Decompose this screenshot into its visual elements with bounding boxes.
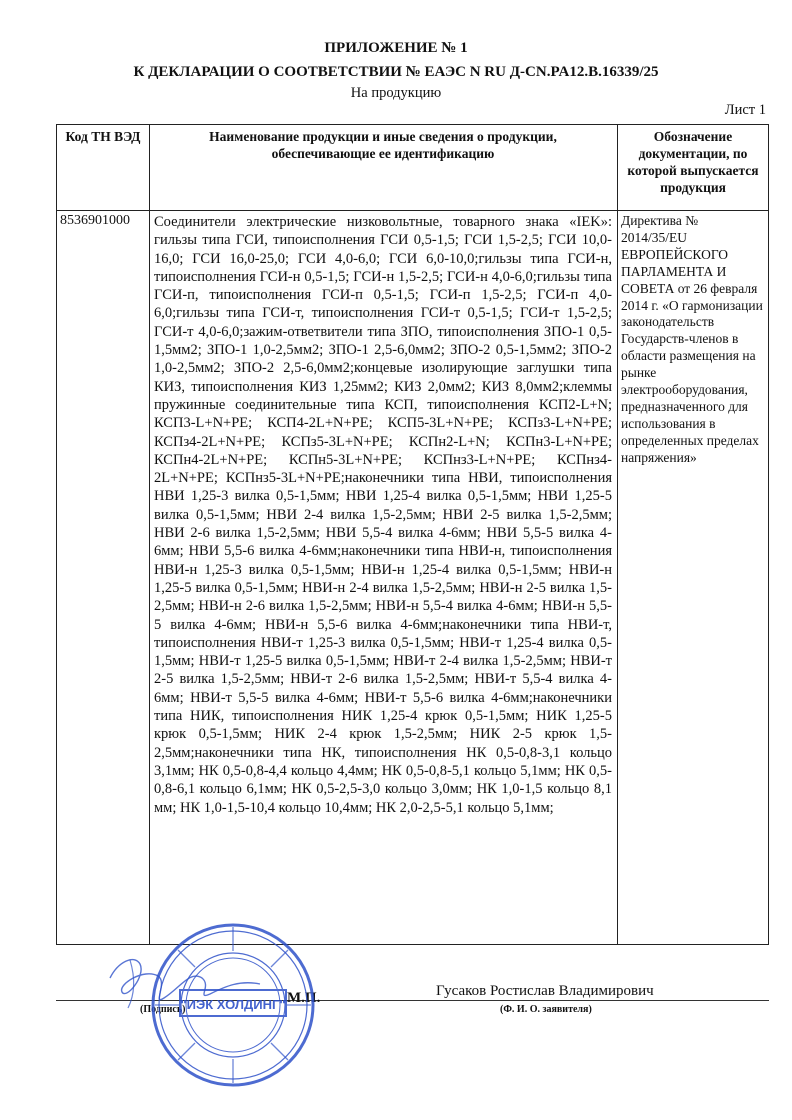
- handwritten-signature: [100, 940, 270, 1020]
- appendix-title: ПРИЛОЖЕНИЕ № 1: [324, 40, 468, 56]
- cell-product: Соединители электрические низковольтные, товарного знака «IEK»: гильзы типа ГСИ, типоисполнения ГСИ 0,5-1,5; ГСИ 1,5-2,5; ГСИ 10,0-16,0; ГСИ 16,0-25,0; ГСИ 4,0-6,0; ГСИ 6,0-10,0;гильзы типа ГСИ-н, типоисполнения ГСИ-н 0,5-1,5; ГСИ-н 1,5-2,5; ГСИ-н 4,0-6,0;гильзы типа ГСИ-п, типоисполнения ГСИ-п 0,5-1,5; ГСИ-п 1,5-2,5; ГСИ-п 4,0-6,0;гильзы типа ГСИ-т, типоисполнения ГСИ-т 0,5-1,5; ГСИ-т 1,5-2,5; ГСИ-т 4,0-6,0;зажим-ответвители типа ЗПО, типоисполнения ЗПО-1 0,5-1,5мм2; ЗПО-1 1,0-2,5мм2; ЗПО-1 2,5-6,0мм2; ЗПО-2 0,5-1,5мм2; ЗПО-2 1,0-2,5мм2; ЗПО-2 2,5-6,0мм2;концевые изолирующие заглушки типа КИЗ, типоисполнения КИЗ 1,25мм2; КИЗ 2,0мм2; КИЗ 8,0мм2;клеммы пружинные соединительные типа КСП, типоисполнения КСП2-L+N; КСП3-L+N+PE; КСП4-2L+N+PE; КСП5-3L+N+PE; КСПз3-L+N+PE; КСПз4-2L+N+PE; КСПз5-3L+N+PE; КСПн2-L+N; КСПн3-L+N+PE; КСПн4-2L+N+PE; КСПн5-3L+N+PE; КСПнз3-L+N+PE; КСПнз4-2L+N+PE; КСПнз5-3L+N+PE;наконечники типа НВИ, типоисполнения НВИ 1,25-3 вилка 0,5-1,5мм; НВИ 1,25-4 вилка 0,5-1,5мм; НВИ 1,25-5 вилка 0,5-1,5мм; НВИ 2-4 вилка 1,5-2,5мм; НВИ 2-5 вилка 1,5-2,5мм; НВИ 2-6 вилка 1,5-2,5мм; НВИ 5,5-4 вилка 4-6мм; НВИ 5,5-5 вилка 4-6мм; НВИ 5,5-6 вилка 4-6мм;наконечники типа НВИ-н, типоисполнения НВИ-н 1,25-3 вилка 0,5-1,5мм; НВИ-н 1,25-4 вилка 0,5-1,5мм; НВИ-н 1,25-5 вилка 0,5-1,5мм; НВИ-н 2-4 вилка 1,5-2,5мм; НВИ-н 2-5 вилка 1,5-2,5мм; НВИ-н 2-6 вилка 1,5-2,5мм; НВИ-н 5,5-4 вилка 4-6мм; НВИ-н 5,5-5 вилка 4-6мм; НВИ-н 5,5-6 вилка 4-6мм;наконечники типа НВИ-т, типоисполнения НВИ-т 1,25-3 вилка 0,5-1,5мм; НВИ-т 1,25-4 вилка 0,5-1,5мм; НВИ-т 1,25-5 вилка 0,5-1,5мм; НВИ-т 2-4 вилка 1,5-2,5мм; НВИ-т 2-5 вилка 1,5-2,5мм; НВИ-т 2-6 вилка 1,5-2,5мм; НВИ-т 5,5-4 вилка 4-6мм; НВИ-т 5,5-5 вилка 4-6мм; НВИ-т 5,5-6 вилка 4-6мм;наконечники типа НИК, типоисполнения НИК 1,25-4 крюк 0,5-1,5мм; НИК 1,25-5 крюк 0,5-1,5мм; НИК 2-4 крюк 1,5-2,5мм; НИК 2-5 крюк 1,5-2,5мм;наконечники типа НК, типоисполнения НК 0,5-0,8-3,1 кольцо 3,1мм; НК 0,5-0,8-4,4 кольцо 4,4мм; НК 0,5-0,8-5,1 кольцо 5,1мм; НК 0,5-0,8-6,1 кольцо 6,1мм; НК 0,5-2,5-3,0 кольцо 3,0мм; НК 1,0-1,5 кольцо 8,1 мм; НК 1,0-1,5-10,4 кольцо 10,4мм; НК 2,0-2,5-5,1 кольцо 5,1мм;: [154, 214, 612, 816]
- subtitle: На продукцию: [350, 85, 442, 101]
- applicant-label: (Ф. И. О. заявителя): [500, 1004, 592, 1015]
- table-header-row: [57, 125, 768, 211]
- product-table: [56, 124, 769, 945]
- seal-label: М.П.: [287, 990, 321, 1006]
- signature-label: (Подпись): [140, 1004, 186, 1015]
- header-docs: Обозначение документации, по которой выпускается продукция: [627, 129, 759, 195]
- applicant-name: Гусаков Ростислав Владимирович: [436, 983, 654, 999]
- stamp-center-text: "ИЭК ХОЛДИНГ": [180, 997, 286, 1012]
- cell-docs: Директива № 2014/35/EU ЕВРОПЕЙСКОГО ПАРЛАМЕНТА И СОВЕТА от 26 февраля 2014 г. «О гармонизации законодательств Государств-членов в области размещения на рынке электрооборудования, предназначенного для использования в определенных пределах напряжения»: [621, 213, 763, 465]
- declaration-title: К ДЕКЛАРАЦИИ О СООТВЕТСТВИИ № ЕАЭС N RU Д-CN.PA12.B.16339/25: [133, 64, 659, 80]
- sheet-number: Лист 1: [724, 102, 766, 118]
- header-product: Наименование продукции и иные сведения о продукции, обеспечивающие ее идентификацию: [209, 129, 557, 161]
- cell-code: 8536901000: [60, 213, 130, 228]
- header-code: Код ТН ВЭД: [65, 129, 141, 144]
